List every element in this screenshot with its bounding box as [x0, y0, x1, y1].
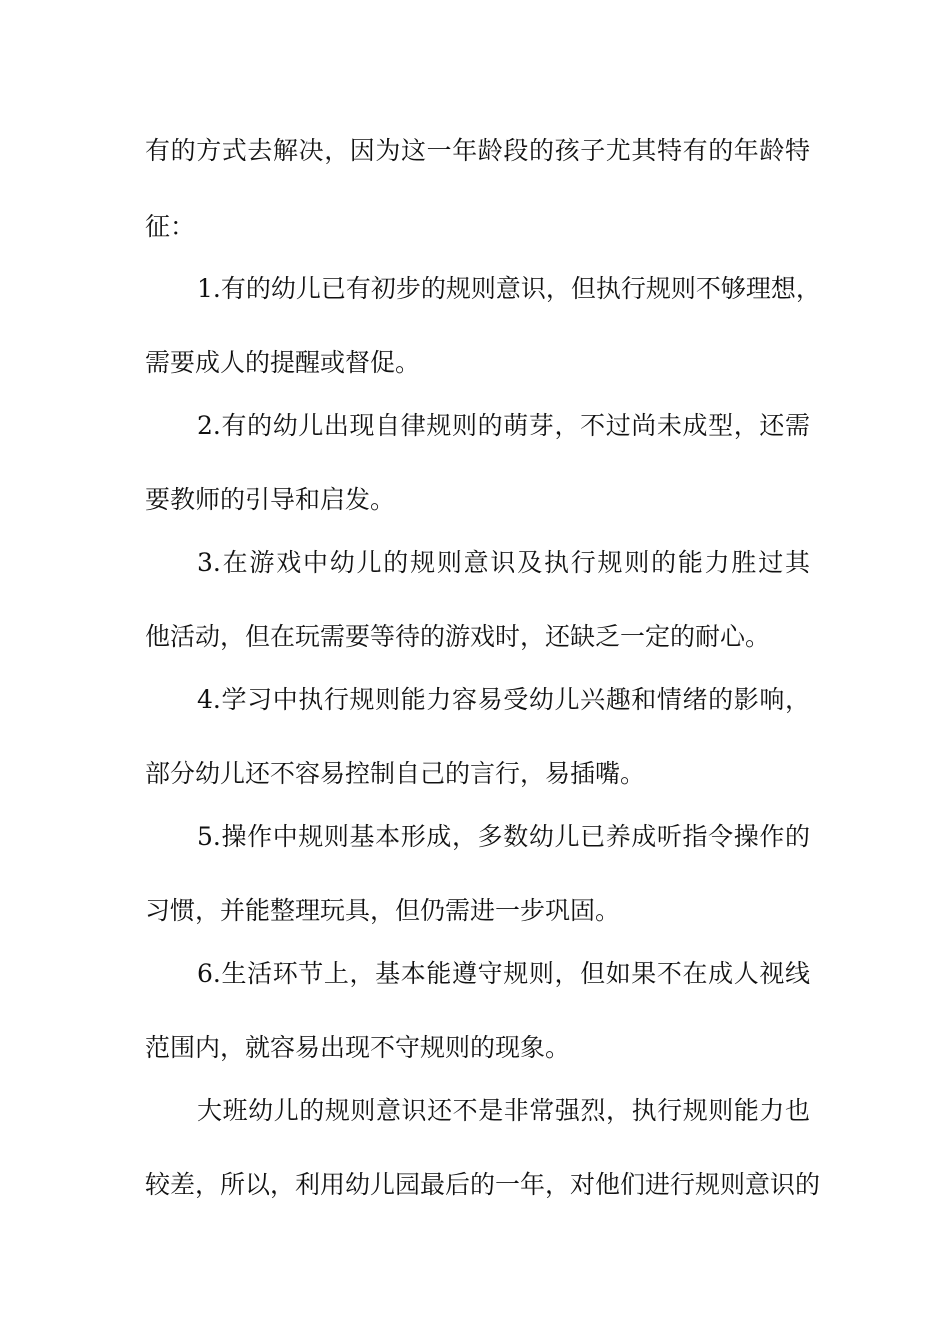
list-item-4-continuation: 部分幼儿还不容易控制自己的言行，易插嘴。	[145, 759, 646, 788]
list-item-5-continuation: 习惯，并能整理玩具，但仍需进一步巩固。	[145, 896, 621, 925]
list-item-5-line: 5.操作中规则基本形成，多数幼儿已养成听指令操作的	[197, 822, 810, 851]
paragraph-line: 大班幼儿的规则意识还不是非常强烈，执行规则能力也	[197, 1096, 810, 1125]
list-item-6-line: 6.生活环节上，基本能遵守规则，但如果不在成人视线	[197, 959, 810, 988]
list-item-3-line: 3.在游戏中幼儿的规则意识及执行规则的能力胜过其	[197, 548, 810, 577]
list-item-3-continuation: 他活动，但在玩需要等待的游戏时，还缺乏一定的耐心。	[145, 622, 771, 651]
list-item-2-line: 2.有的幼儿出现自律规则的萌芽，不过尚未成型，还需	[197, 411, 810, 440]
list-item-4-line: 4.学习中执行规则能力容易受幼儿兴趣和情绪的影响，	[197, 685, 810, 714]
list-item-1-continuation: 需要成人的提醒或督促。	[145, 348, 421, 377]
list-item-2-continuation: 要教师的引导和启发。	[145, 485, 396, 514]
list-item-1-line: 1.有的幼儿已有初步的规则意识，但执行规则不够理想，	[197, 274, 821, 303]
text-line: 征：	[145, 212, 196, 241]
paragraph-line: 较差，所以，利用幼儿园最后的一年，对他们进行规则意识的	[145, 1170, 821, 1199]
text-line: 有的方式去解决，因为这一年龄段的孩子尤其特有的年龄特	[145, 136, 810, 165]
list-item-6-continuation: 范围内，就容易出现不守规则的现象。	[145, 1033, 571, 1062]
